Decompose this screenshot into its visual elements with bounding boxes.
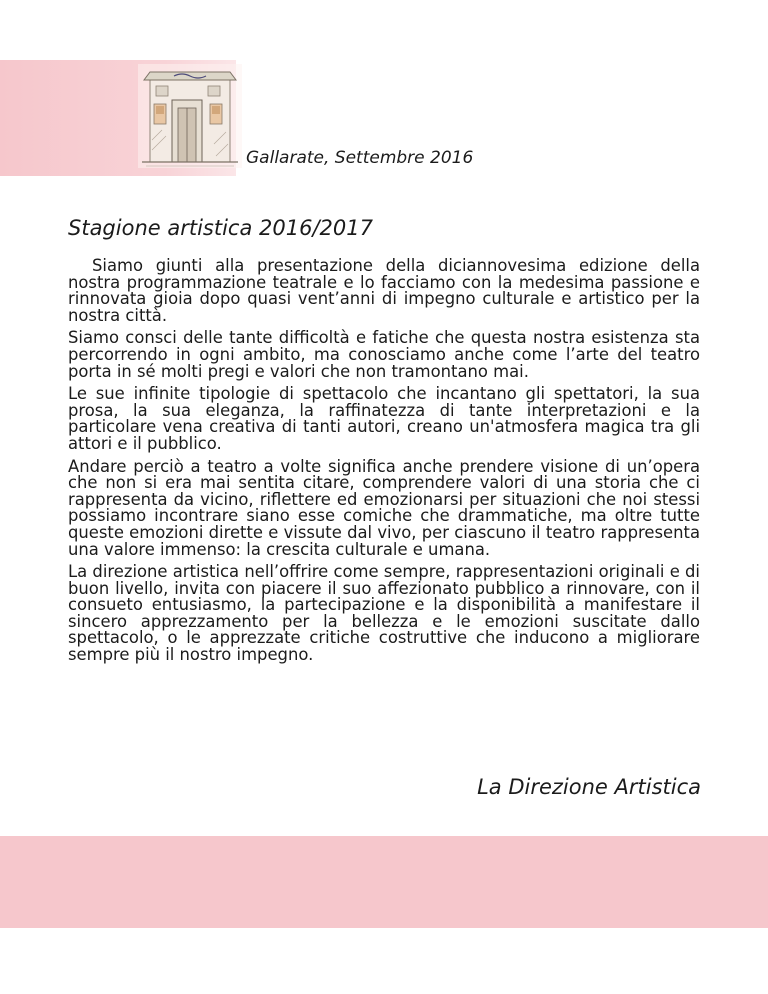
- paragraph: Le sue infinite tipologie di spettacolo che incantano gli spettatori, la sua prosa, la sua eleganza, la raffinatezza di tante interpretazioni e la particolare vena creativa di tanti autori, creano un'atmosfera magica tra gli attori e il pubblico.: [68, 384, 700, 453]
- footer-pink-band: [0, 836, 768, 928]
- dateline: Gallarate, Settembre 2016: [246, 148, 474, 168]
- paragraph: Andare perciò a teatro a volte significa anche prendere visione di un’opera che non si era mai sentita citare, comprendere valori di una storia che ci rappresenta da vicino, riflettere ed emozionarsi per situazioni che noi stessi possiamo incontrare siano esse comiche che drammatiche, ma oltre tutte queste emozioni dirette e vissute dal vivo, per ciascuno il teatro rappresenta una valore immenso: la crescita culturale e umana.: [68, 456, 700, 559]
- paragraph: Siamo giunti alla presentazione della diciannovesima edizione della nostra programmazione teatrale e lo facciamo con la medesima passione e rinnovata gioia dopo quasi vent’anni di impegno culturale e artistico per la nostra città.: [68, 256, 700, 325]
- season-title: Stagione artistica 2016/2017: [68, 216, 373, 240]
- letter-body: [68, 258, 700, 670]
- theatre-entrance-sketch-icon: [134, 60, 246, 172]
- paragraph: La direzione artistica nell’offrire come sempre, rappresentazioni originali e di buon livello, invita con piacere il suo affezionato pubblico a rinnovare, con il consueto entusiasmo, la partecipazione e la disponibilità a manifestare il sincero apprezzamento per la bellezza e le emozioni suscitate dallo spettacolo, o le apprezzate critiche costruttive che inducono a migliorare sempre più il nostro impegno.: [68, 562, 700, 665]
- signature: La Direzione Artistica: [477, 775, 701, 799]
- paragraph: Siamo consci delle tante difficoltà e fatiche che questa nostra esistenza sta percorrendo in ogni ambito, ma conosciamo anche come l’arte del teatro porta in sé molti pregi e valori che non tramontano mai.: [68, 328, 700, 381]
